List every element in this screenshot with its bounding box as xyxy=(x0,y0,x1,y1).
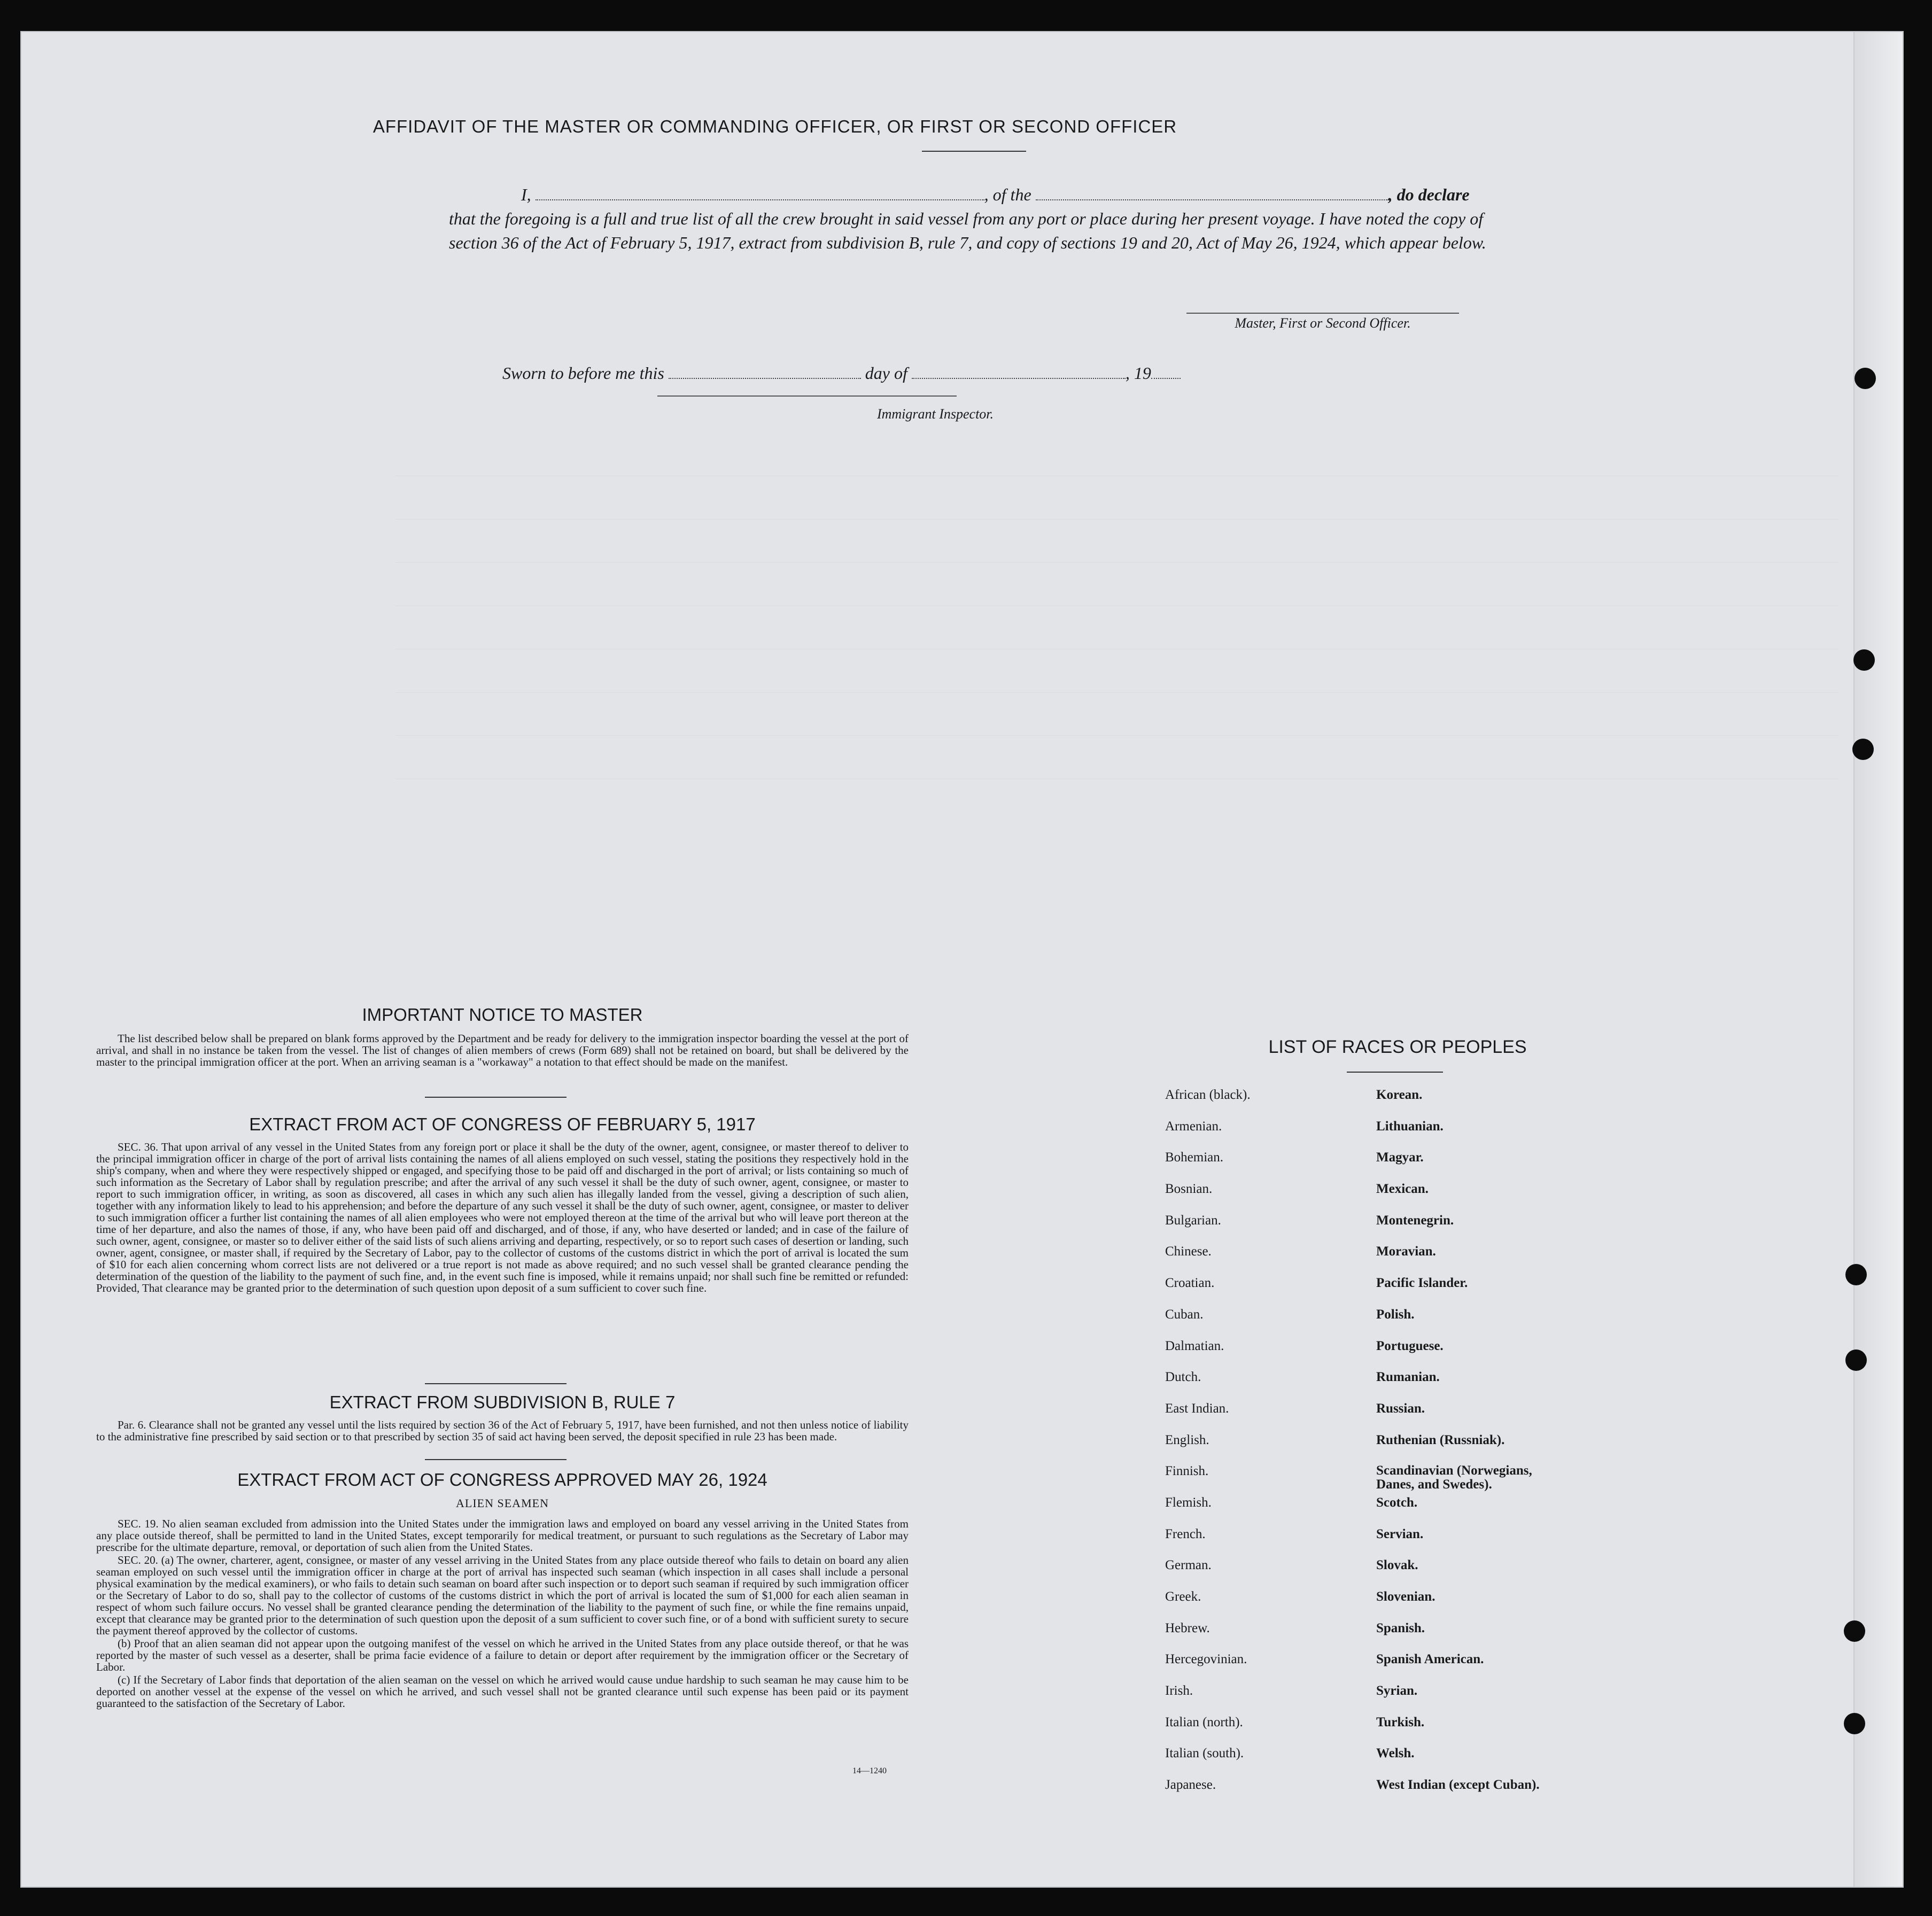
race-item: French. xyxy=(1165,1526,1206,1541)
race-item: Finnish. xyxy=(1165,1464,1209,1479)
alien-seamen-subtitle: ALIEN SEAMEN xyxy=(456,1496,549,1510)
inspector-signature-label: Immigrant Inspector. xyxy=(876,406,994,422)
race-item: Italian (south). xyxy=(1165,1746,1244,1761)
binder-hole xyxy=(1853,649,1875,671)
race-item: Chinese. xyxy=(1165,1244,1212,1259)
race-item: Flemish. xyxy=(1165,1495,1212,1510)
race-item: Italian (north). xyxy=(1165,1715,1243,1729)
sworn-day-label: day of xyxy=(865,363,907,383)
race-item: Servian. xyxy=(1376,1526,1424,1541)
race-item: English. xyxy=(1165,1432,1209,1447)
affidavit-declare-label: , do declare xyxy=(1388,185,1470,204)
race-item: Magyar. xyxy=(1376,1150,1424,1165)
race-item: Korean. xyxy=(1376,1088,1423,1102)
section-rule xyxy=(425,1459,567,1460)
master-signature-label: Master, First or Second Officer. xyxy=(1235,315,1411,331)
race-item: Hercegovinian. xyxy=(1165,1652,1247,1667)
master-signature-line[interactable] xyxy=(1186,313,1459,314)
race-item: Armenian. xyxy=(1165,1119,1222,1134)
extract-1924-title: EXTRACT FROM ACT OF CONGRESS APPROVED MAY 26, 1924 xyxy=(237,1470,767,1490)
race-item: Turkish. xyxy=(1376,1715,1425,1729)
notice-title: IMPORTANT NOTICE TO MASTER xyxy=(362,1005,643,1025)
race-item: Montenegrin. xyxy=(1376,1213,1454,1228)
race-item: Spanish American. xyxy=(1376,1652,1484,1667)
affidavit-declaration-line xyxy=(449,183,1528,207)
race-item: Welsh. xyxy=(1376,1746,1415,1761)
race-item: Dalmatian. xyxy=(1165,1338,1224,1353)
page-edge xyxy=(1853,32,1903,1887)
sworn-line xyxy=(502,363,1181,383)
section-rule xyxy=(425,1097,567,1098)
sworn-prefix: Sworn to before me this xyxy=(502,363,664,383)
race-item: Scandinavian (Norwegians, Danes, and Swedes). xyxy=(1376,1463,1532,1492)
binder-hole xyxy=(1852,739,1874,760)
race-item: Slovenian. xyxy=(1376,1589,1436,1604)
form-number: 14—1240 xyxy=(852,1766,887,1775)
race-item: West Indian (except Cuban). xyxy=(1376,1778,1540,1793)
race-item: Dutch. xyxy=(1165,1370,1201,1385)
race-item: Ruthenian (Russniak). xyxy=(1376,1432,1505,1447)
affidavit-i-label: I, xyxy=(521,185,531,204)
affidavit-title: AFFIDAVIT OF THE MASTER OR COMMANDING OFFICER, OR FIRST OR SECOND OFFICER xyxy=(373,117,1177,136)
races-right-column xyxy=(1376,1088,1553,1809)
race-item: Rumanian. xyxy=(1376,1370,1440,1385)
race-item: Hebrew. xyxy=(1165,1620,1210,1635)
race-item: Irish. xyxy=(1165,1684,1193,1698)
race-item: Portuguese. xyxy=(1376,1338,1444,1353)
races-title-rule xyxy=(1347,1072,1443,1073)
binder-hole xyxy=(1845,1264,1867,1285)
notice-text: The list described below shall be prepared on blank forms approved by the Department and be ready for delivery to the immigration inspector boarding the vessel at the port of arrival, and shall in no instance be taken from the vessel. The list of changes of alien members of crews (Form 689) shall not be retained on board, but shall be delivered by the master to the principal immigration officer at the port. When an arriving seaman is a "workaway" a notation to that effect should be made on the manifest. xyxy=(96,1032,909,1068)
name-field[interactable] xyxy=(536,199,984,200)
binder-hole xyxy=(1855,368,1876,389)
race-item: African (black). xyxy=(1165,1088,1251,1102)
rule7-text: Par. 6. Clearance shall not be granted any vessel until the lists required by section 36 of the Act of February 5, 1917, have been furnished, and not then unless notice of liability to the administrative fine prescribed by said section or to that prescribed by section 35 of said act having been served, the deposit specified in rule 23 has been made. xyxy=(96,1418,909,1443)
sworn-year-field[interactable] xyxy=(1151,378,1181,379)
race-item: Croatian. xyxy=(1165,1276,1215,1291)
race-item: Mexican. xyxy=(1376,1182,1429,1197)
race-item: Slovak. xyxy=(1376,1558,1418,1573)
race-item: Scotch. xyxy=(1376,1495,1418,1510)
race-item: Moravian. xyxy=(1376,1244,1436,1259)
race-item: German. xyxy=(1165,1558,1212,1573)
race-item: Bulgarian. xyxy=(1165,1213,1221,1228)
vessel-field[interactable] xyxy=(1036,199,1388,200)
extract-1917-text: SEC. 36. That upon arrival of any vessel in the United States from any foreign port or place it shall be the duty of the owner, agent, consignee, or master thereof to deliver to the principal immigration officer in charge of the port of arrival lists containing the names of all aliens employed on such vessel, stating the positions they respectively hold in the ship's company, when and where they were respectively shipped or engaged, and specifying those to be paid off and discharged in the port of arrival; or lists containing so much of such information as the Secretary of Labor shall by regulation prescribe; and after the arrival of any such vessel it shall be the duty of such owner, agent, consignee, or master to report to such immigration officer, in writing, as soon as discovered, all cases in which any such alien has illegally landed from the vessel, giving a description of such alien, together with any information likely to lead to his apprehension; and before the departure of any such vessel it shall be the duty of such owner, agent, consignee, or master to deliver to such immigration officer a further list containing the names of all alien employees who were not employed thereon at the time of the arrival but who will leave port thereon at the time of her departure, and also the names of those, if any, who have been paid off and discharged, and of those, if any, who have deserted or landed; and in case of the failure of such owner, agent, consignee, or master so to deliver either of the said lists of such aliens arriving and departing, respectively, or so to report such cases of desertion or landing, such owner, agent, consignee, or master shall, if required by the Secretary of Labor, pay to the collector of customs of the customs district in which the port of arrival is located the sum of $10 for each alien concerning whom correct lists are not delivered or a true report is not made as above required; and no such vessel shall be granted clearance pending the determination of the question of the liability to the payment of such fine, and, in the event such fine is imposed, while it remains unpaid; nor shall such fine be remitted or refunded: Provided, That clearance may be granted prior to the determination of such question upon deposit of a sum sufficient to cover such fine. xyxy=(96,1141,909,1294)
binder-hole xyxy=(1844,1713,1865,1734)
race-item: Japanese. xyxy=(1165,1778,1216,1793)
race-item: Bosnian. xyxy=(1165,1182,1213,1197)
section-rule xyxy=(425,1383,567,1384)
race-item: Cuban. xyxy=(1165,1307,1204,1322)
race-item: Polish. xyxy=(1376,1307,1415,1322)
race-item: East Indian. xyxy=(1165,1401,1229,1416)
race-item: Russian. xyxy=(1376,1401,1425,1416)
affidavit-body xyxy=(449,183,1528,255)
race-item: Greek. xyxy=(1165,1589,1201,1604)
binder-hole xyxy=(1844,1620,1865,1642)
affidavit-statement: that the foregoing is a full and true list of all the crew brought in said vessel from any port or place during her present voyage. I have noted the copy of section 36 of the Act of February 5, 1917, extract from subdivision B, rule 7, and copy of sections 19 and 20, Act of May 26, 1924, which appear below. xyxy=(449,209,1486,252)
binder-hole xyxy=(1845,1349,1867,1371)
race-item: Bohemian. xyxy=(1165,1150,1224,1165)
affidavit-of-the-label: , of the xyxy=(984,185,1031,204)
races-left-column xyxy=(1165,1088,1251,1809)
document-page xyxy=(21,32,1903,1887)
inspector-signature-line[interactable] xyxy=(657,395,957,397)
extract-1917-title: EXTRACT FROM ACT OF CONGRESS OF FEBRUARY 5, 1917 xyxy=(249,1114,756,1134)
race-item: Syrian. xyxy=(1376,1684,1418,1698)
race-item: Spanish. xyxy=(1376,1620,1425,1635)
race-item: Lithuanian. xyxy=(1376,1119,1444,1134)
races-title: LIST OF RACES OR PEOPLES xyxy=(1268,1037,1527,1057)
race-item: Pacific Islander. xyxy=(1376,1276,1468,1291)
rule7-title: EXTRACT FROM SUBDIVISION B, RULE 7 xyxy=(329,1392,676,1412)
sworn-month-field[interactable] xyxy=(912,378,1126,379)
title-rule xyxy=(922,151,1026,152)
sworn-year-label: , 19 xyxy=(1125,363,1151,383)
sworn-day-field[interactable] xyxy=(669,378,861,379)
extract-1924-text: SEC. 19. No alien seaman excluded from admission into the United States under the immigration laws and employed on board any vessel arriving in the United States from any place outside thereof, shall be permitted to land in the United States, except temporarily for medical treatment, or pursuant to such regulations as the Secretary of Labor may prescribe for the ultimate departure, removal, or deportation of such alien from the United States. SEC. 20. (a) The owner, charterer, agent, consignee, or master of any vessel arriving in the United States from any place outside thereof who fails to detain on board any alien seaman employed on such vessel until the immigration officer in charge at the port of arrival has inspected such seaman (which inspection in all cases shall include a personal physical examination by the medical examiners), or who fails to detain such seaman on board after such inspection or to deport such seaman if required by such immigration officer or the Secretary of Labor to do so, shall pay to the collector of customs of the customs district in which the port of arrival is located the sum of $1,000 for each alien seaman in respect of whom such failure occurs. No vessel shall be granted clearance pending the determination of the liability to the payment of such fine, or while the fine remains unpaid, except that clearance may be granted prior to the determination of such question upon the deposit of a sum sufficient to cover such fine, or of a bond with sufficient surety to secure the payment thereof approved by the collector of customs. (b) Proof that an alien seaman did not appear upon the outgoing manifest of the vessel on which he arrived in the United States from any place outside thereof, or that he was reported by the master of such vessel as a deserter, shall be prima facie evidence of a failure to detain or deport after requirement by the immigration officer or the Secretary of Labor. (c) If the Secretary of Labor finds that deportation of the alien seaman on the vessel on which he arrived would cause undue hardship to such seaman he may cause him to be deported on another vessel at the expense of the vessel on which he arrived, and such vessel shall not be granted clearance until such expense has been paid or its payment guaranteed to the satisfaction of the Secretary of Labor. xyxy=(96,1517,909,1710)
